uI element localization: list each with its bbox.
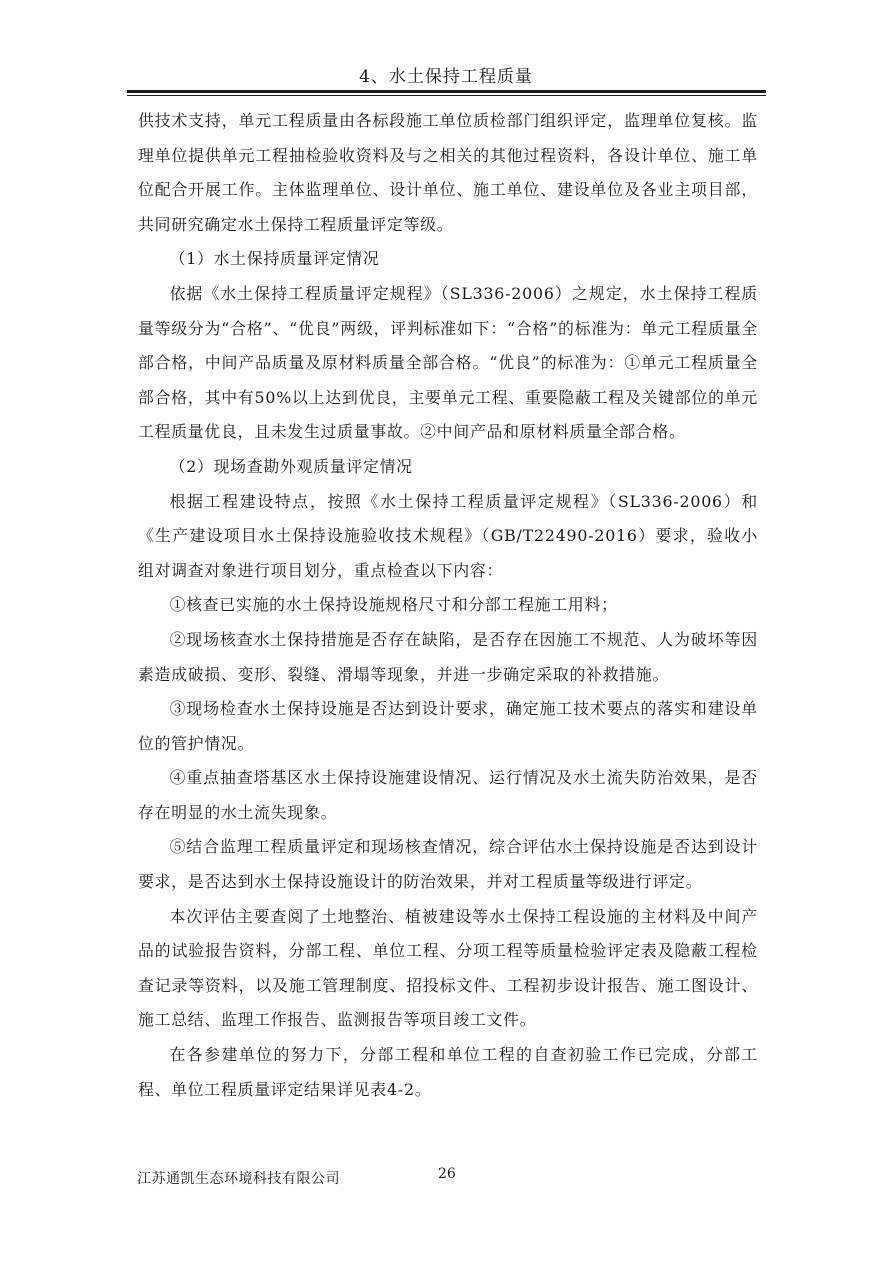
- body-text: [138, 104, 758, 1107]
- paragraph-continuation: 供技术支持，单元工程质量由各标段施工单位质检部门组织评定，监理单位复核。监理单位提供单元工程抽检验收资料及与之相关的其他过程资料，各设计单位、施工单位配合开展工作。主体监理单位、设计单位、施工单位、建设单位及各业主项目部，共同研究确定水土保持工程质量评定等级。: [138, 111, 758, 234]
- page-number: 26: [438, 1166, 456, 1182]
- section-heading-2: （2）现场查勘外观质量评定情况: [169, 456, 413, 476]
- page-header-title: 4、水土保持工程质量: [359, 67, 533, 87]
- list-item-2: ②现场核查水土保持措施是否存在缺陷，是否存在因施工不规范、人为破坏等因素造成破损、变形、裂缝、滑塌等现象，并进一步确定采取的补救措施。: [138, 629, 758, 684]
- paragraph-evaluation: 本次评估主要查阅了土地整治、植被建设等水土保持工程设施的主材料及中间产品的试验报告资料，分部工程、单位工程、分项工程等质量检验评定表及隐蔽工程检查记录等资料，以及施工管理制度、招投标文件、工程初步设计报告、施工图设计、施工总结、监理工作报告、监测报告等项目竣工文件。: [138, 906, 758, 1030]
- list-item-5: ⑤结合监理工程质量评定和现场核查情况，综合评估水土保持设施是否达到设计要求，是否达到水土保持设施设计的防治效果，并对工程质量等级进行评定。: [138, 837, 758, 892]
- section-heading-1: （1）水土保持质量评定情况: [169, 249, 380, 269]
- paragraph-conclusion: 在各参建单位的努力下，分部工程和单位工程的自查初验工作已完成，分部工程、单位工程质量评定结果详见表4-2。: [138, 1045, 758, 1099]
- list-item-4: ④重点抽查塔基区水土保持设施建设情况、运行情况及水土流失防治效果，是否存在明显的水土流失现象。: [138, 768, 758, 822]
- header-rule-thick: [127, 90, 766, 93]
- list-item-1: ①核查已实施的水土保持设施规格尺寸和分部工程施工用料；: [169, 595, 618, 615]
- paragraph-standard: 依据《水土保持工程质量评定规程》（SL336-2006）之规定，水土保持工程质量等级分为“合格”、“优良”两级，评判标准如下：“合格”的标准为：单元工程质量全部合格，中间产品质量及原材料质量全部合格。“优良”的标准为：①单元工程质量全部合格，其中有50%以上达到优良，主要单元工程、重要隐蔽工程及关键部位的单元工程质量优良，且未发生过质量事故。②中间产品和原材料质量全部合格。: [138, 283, 758, 442]
- list-item-3: ③现场检查水土保持设施是否达到设计要求，确定施工技术要点的落实和建设单位的管护情况。: [138, 699, 758, 753]
- footer-company: 江苏通凯生态环境科技有限公司: [137, 1171, 340, 1187]
- paragraph-inspection-intro: 根据工程建设特点，按照《水土保持工程质量评定规程》（SL336-2006）和《生产建设项目水土保持设施验收技术规程》（GB/T22490-2016）要求，验收小组对调查对象进行项目划分，重点检查以下内容：: [138, 491, 758, 580]
- header-rule-thin: [127, 95, 766, 96]
